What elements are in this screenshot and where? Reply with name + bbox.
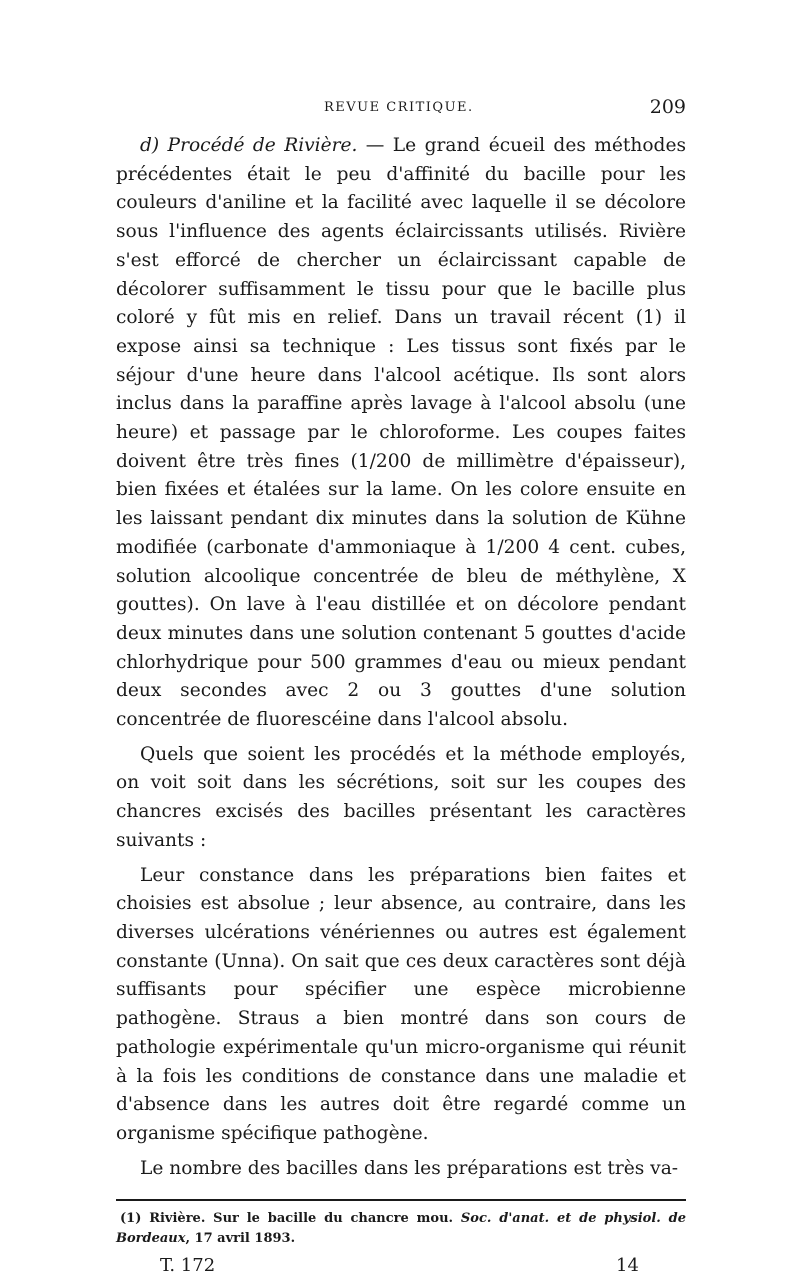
body-text: [116, 132, 686, 1183]
section-heading: d) Procédé de Rivière.: [140, 135, 358, 156]
paragraph-nombre-bacilles: Le nombre des bacilles dans les préparations est très va-: [140, 1157, 679, 1179]
paragraph-text: — Le grand écueil des méthodes précédentes était le peu d'affinité du bacille pour les couleurs d'aniline et la facilité avec laquelle il se décolore sous l'influence des agents éclaircissants utilisés. Rivière s'est efforcé de chercher un éclaircissant capable de décolorer suffisamment le tissu pour que le bacille plus coloré y fût mis en relief. Dans un travail récent (1) il expose ainsi sa technique : Les tissus sont fixés par le séjour d'une heure dans l'alcool acétique. Ils sont alors inclus dans la paraffine après lavage à l'alcool absolu (une heure) et passage par le chloroforme. Les coupes faites doivent être très fines (1/200 de millimètre d'épaisseur), bien fixées et étalées sur la lame. On les colore ensuite en les laissant pendant dix minutes dans la solution de Kühne modifiée (carbonate d'ammoniaque à 1/200 4 cent. cubes, solution alcoolique concentrée de bleu de méthylène, X gouttes). On lave à l'eau distillée et on décolore pendant deux minutes dans une solution contenant 5 gouttes d'acide chlorhydrique pour 500 grammes d'eau ou mieux pendant deux secondes avec 2 ou 3 gouttes d'une solution concentrée de fluorescéine dans l'alcool absolu.: [116, 135, 686, 731]
footnote: [116, 1209, 686, 1249]
paragraph-caracteres: Quels que soient les procédés et la méthode employés, on voit soit dans les sécrétions, soit sur les coupes des chancres excisés des bacilles présentant les caractères suivants :: [116, 743, 686, 851]
footnote-text-end: , 17 avril 1893.: [185, 1231, 296, 1247]
page-footer: [116, 1255, 686, 1281]
running-title: REVUE CRITIQUE.: [324, 100, 474, 115]
signature-sheet: 14: [616, 1255, 639, 1277]
signature-volume: T. 172: [160, 1255, 216, 1277]
paragraph-procede-riviere: [116, 132, 686, 735]
footnote-rule: [116, 1199, 686, 1201]
footnote-text-start: (1) Rivière. Sur le bacille du chancre mou.: [120, 1211, 461, 1227]
page-number: 209: [649, 96, 686, 118]
running-head: [116, 96, 686, 124]
document-page: [116, 96, 686, 1281]
footnote-journal: Soc. d'anat. et de physiol. de Bordeaux: [116, 1211, 686, 1247]
paragraph-constance: Leur constance dans les préparations bien faites et choisies est absolue ; leur absence, au contraire, dans les diverses ulcérations vénériennes ou autres est également constante (Unna). On sait que ces deux caractères sont déjà suffisants pour spécifier une espèce microbienne pathogène. Straus a bien montré dans son cours de pathologie expérimentale qu'un micro-organisme qui réunit à la fois les conditions de constance dans une maladie et d'absence dans les autres doit être regardé comme un organisme spécifique pathogène.: [116, 864, 686, 1144]
